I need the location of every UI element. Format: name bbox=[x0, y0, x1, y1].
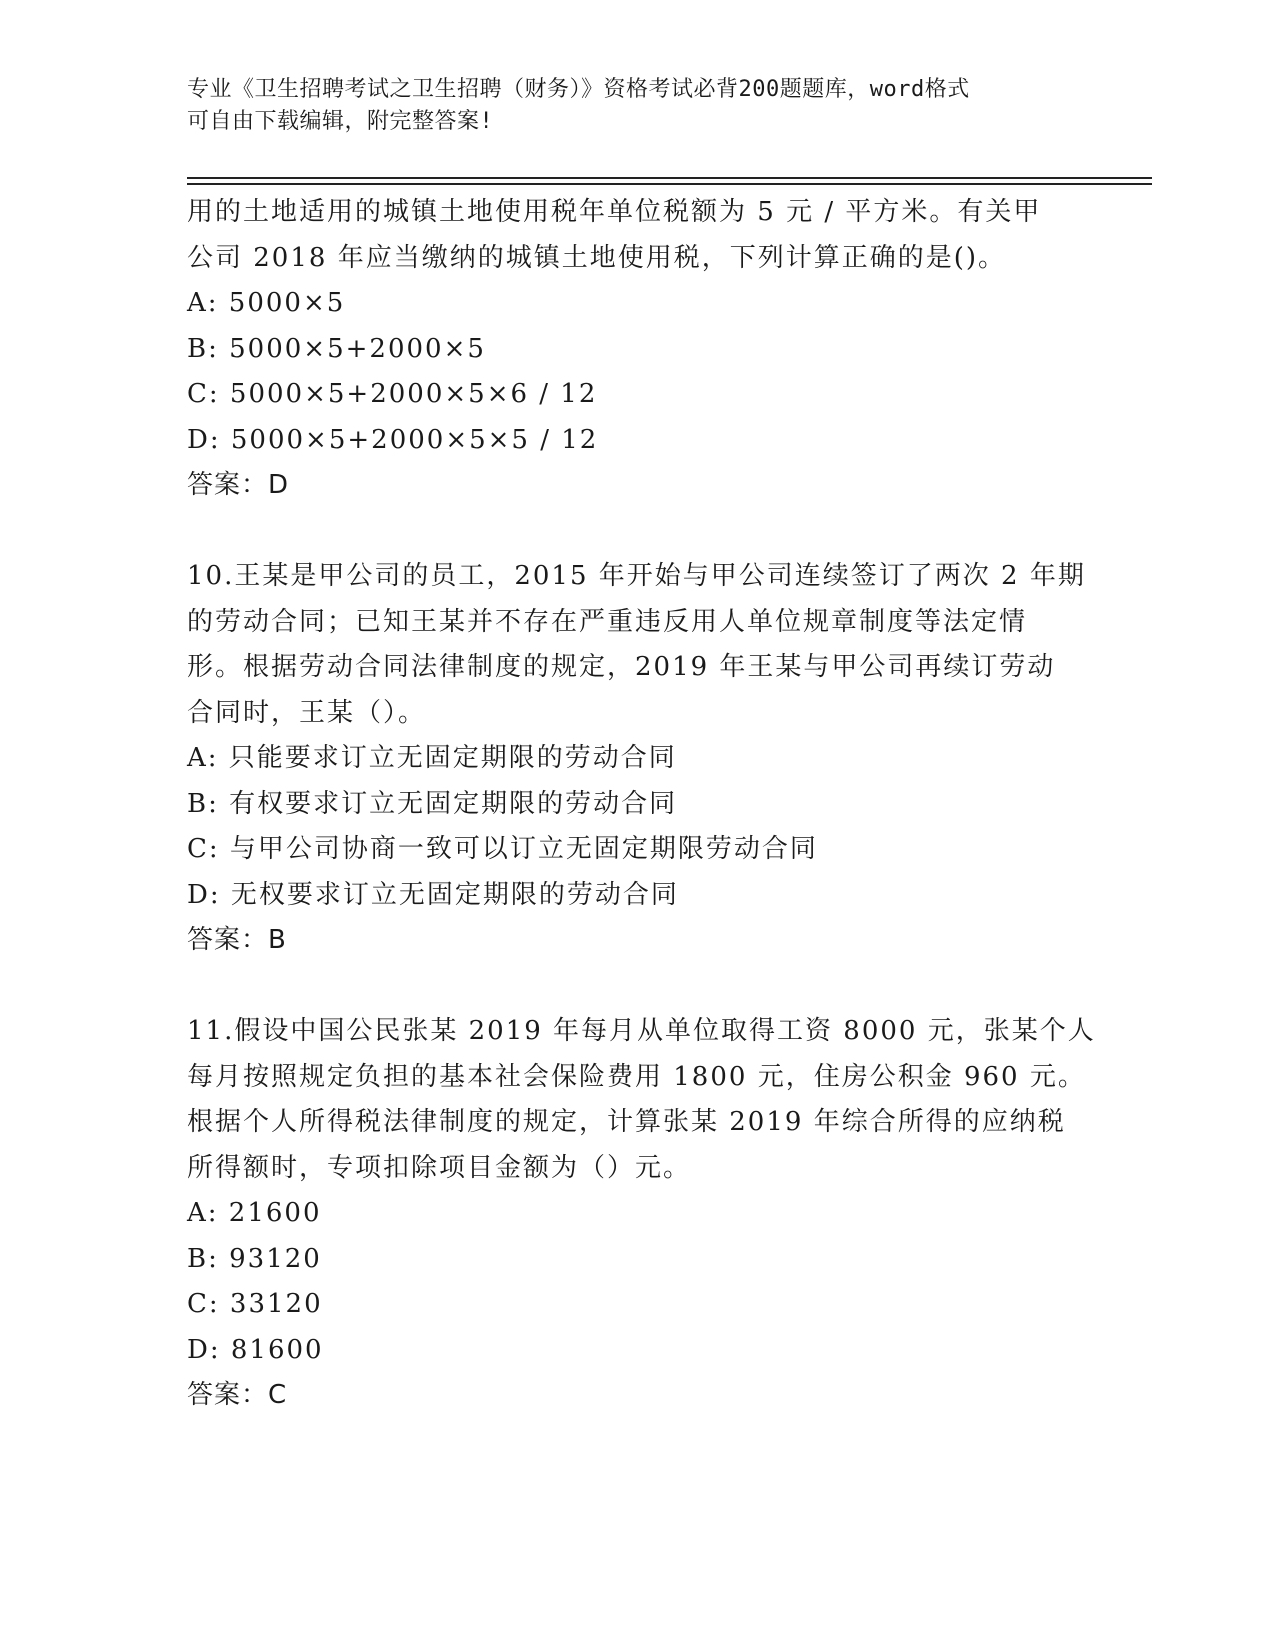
question-11-text-line-4: 所得额时，专项扣除项目金额为（）元。 bbox=[187, 1152, 692, 1183]
question-10-option-a: A: 只能要求订立无固定期限的劳动合同 bbox=[187, 743, 677, 773]
question-10-text-line-2: 的劳动合同；已知王某并不存在严重违反用人单位规章制度等法定情 bbox=[187, 606, 1028, 637]
question-11-option-b: B: 93120 bbox=[187, 1243, 322, 1274]
question-9-option-c: C: 5000×5+2000×5×6 / 12 bbox=[187, 379, 598, 409]
question-10-option-c: C: 与甲公司协商一致可以订立无固定期限劳动合同 bbox=[187, 834, 818, 864]
question-11-answer: 答案：C bbox=[187, 1380, 288, 1410]
question-10-text-line-4: 合同时，王某（）。 bbox=[187, 697, 427, 728]
header-title-line-1: 专业《卫生招聘考试之卫生招聘（财务）》资格考试必背200题题库，word格式 bbox=[187, 77, 970, 102]
question-9 bbox=[187, 190, 1087, 509]
question-11-text-line-3: 根据个人所得税法律制度的规定，计算张某 2019 年综合所得的应纳税 bbox=[187, 1107, 1066, 1137]
header-divider-bottom bbox=[187, 183, 1152, 185]
question-10-option-d: D: 无权要求订立无固定期限的劳动合同 bbox=[187, 879, 679, 910]
question-10-text-line-3: 形。根据劳动合同法律制度的规定，2019 年王某与甲公司再续订劳动 bbox=[187, 652, 1056, 682]
question-10-text-line-1: 10.王某是甲公司的员工，2015 年开始与甲公司连续签订了两次 2 年期 bbox=[187, 561, 1086, 591]
question-9-text-line-1: 用的土地适用的城镇土地使用税年单位税额为 5 元 / 平方米。有关甲 bbox=[187, 197, 1042, 227]
question-list bbox=[187, 190, 1096, 1419]
header-title-line-2: 可自由下载编辑，附完整答案! bbox=[187, 109, 494, 134]
question-9-text-line-2: 公司 2018 年应当缴纳的城镇土地使用税，下列计算正确的是()。 bbox=[187, 242, 1006, 273]
header-divider-top bbox=[187, 177, 1152, 179]
question-11 bbox=[187, 1009, 1096, 1419]
question-10-answer: 答案：B bbox=[187, 925, 287, 955]
question-9-option-a: A: 5000×5 bbox=[187, 288, 346, 318]
question-spacer bbox=[187, 964, 1087, 1010]
question-11-option-c: C: 33120 bbox=[187, 1289, 323, 1319]
question-11-option-a: A: 21600 bbox=[187, 1198, 322, 1228]
document-header bbox=[187, 74, 1087, 138]
question-9-option-d: D: 5000×5+2000×5×5 / 12 bbox=[187, 424, 599, 455]
question-spacer bbox=[187, 509, 1087, 555]
question-11-text-line-1: 11.假设中国公民张某 2019 年每月从单位取得工资 8000 元，张某个人 bbox=[187, 1016, 1096, 1046]
question-9-answer: 答案：D bbox=[187, 470, 290, 500]
question-10-option-b: B: 有权要求订立无固定期限的劳动合同 bbox=[187, 788, 678, 819]
question-9-option-b: B: 5000×5+2000×5 bbox=[187, 333, 486, 364]
question-11-option-d: D: 81600 bbox=[187, 1334, 324, 1365]
question-11-text-line-2: 每月按照规定负担的基本社会保险费用 1800 元，住房公积金 960 元。 bbox=[187, 1061, 1086, 1092]
question-10 bbox=[187, 554, 1087, 964]
